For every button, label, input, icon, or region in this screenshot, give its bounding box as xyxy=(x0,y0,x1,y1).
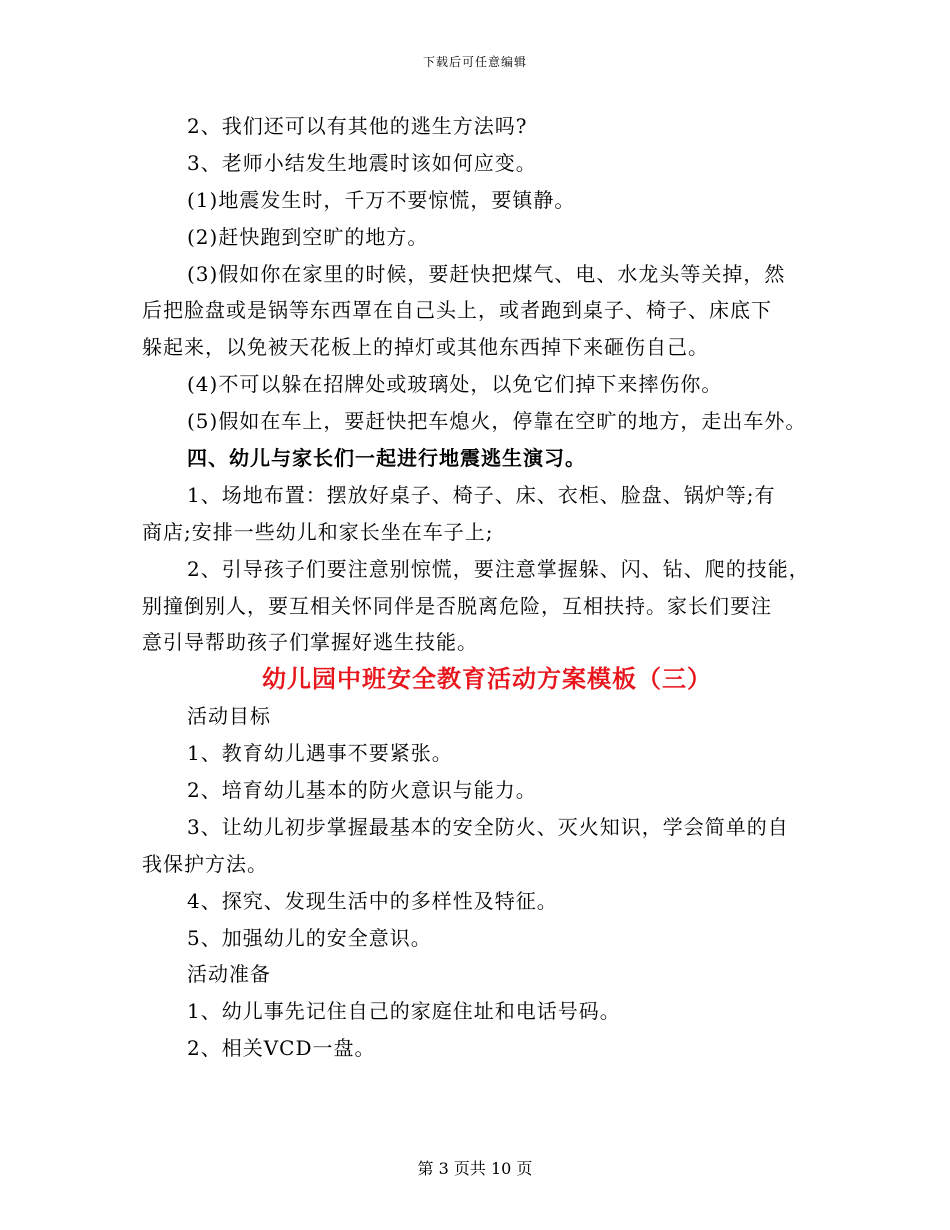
paragraph-line: 商店;安排一些幼儿和家长坐在车子上; xyxy=(142,519,494,544)
paragraph-line: 后把脸盘或是锅等东西罩在自己头上，或者跑到桌子、椅子、床底下 xyxy=(142,298,772,323)
paragraph-line: 2、培育幼儿基本的防火意识与能力。 xyxy=(187,778,537,803)
paragraph-line: 1、幼儿事先记住自己的家庭住址和电话号码。 xyxy=(187,999,621,1024)
paragraph-line: 躲起来，以免被天花板上的掉灯或其他东西掉下来砸伤自己。 xyxy=(142,335,709,360)
paragraph-line: 1、教育幼儿遇事不要紧张。 xyxy=(187,741,453,766)
paragraph-line: (1)地震发生时，千万不要惊慌，要镇静。 xyxy=(187,187,576,212)
paragraph-line: 3、让幼儿初步掌握最基本的安全防火、灭火知识，学会简单的自 xyxy=(187,814,789,839)
paragraph-line: 5、加强幼儿的安全意识。 xyxy=(187,925,432,950)
document-body xyxy=(142,108,832,1067)
subheading: 活动目标 xyxy=(187,704,271,729)
paragraph-line: 2、我们还可以有其他的逃生方法吗? xyxy=(187,114,528,138)
paragraph-line: 意引导帮助孩子们掌握好逃生技能。 xyxy=(142,630,478,655)
paragraph-line: (5)假如在车上，要赶快把车熄火，停靠在空旷的地方，走出车外。 xyxy=(187,409,807,434)
subheading: 活动准备 xyxy=(187,962,271,987)
paragraph-line: (3)假如你在家里的时候，要赶快把煤气、电、水龙头等关掉，然 xyxy=(187,261,786,286)
section-heading: 四、幼儿与家长们一起进行地震逃生演习。 xyxy=(187,446,586,471)
paragraph-line: 别撞倒别人，要互相关怀同伴是否脱离危险，互相扶持。家长们要注 xyxy=(142,593,772,618)
paragraph-line: 2、引导孩子们要注意别惊慌，要注意掌握躲、闪、钻、爬的技能， xyxy=(187,556,810,581)
paragraph-line: (4)不可以躲在招牌处或玻璃处，以免它们掉下来摔伤你。 xyxy=(187,372,723,397)
paragraph-line: 4、探究、发现生活中的多样性及特征。 xyxy=(187,888,558,913)
paragraph-line: 3、老师小结发生地震时该如何应变。 xyxy=(187,150,537,175)
paragraph-line: 我保护方法。 xyxy=(142,851,268,876)
paragraph-line: (2)赶快跑到空旷的地方。 xyxy=(187,224,429,249)
document-title: 幼儿园中班安全教育活动方案模板（三） xyxy=(262,664,712,694)
paragraph-line: 1、场地布置：摆放好桌子、椅子、床、衣柜、脸盘、锅炉等;有 xyxy=(187,482,776,507)
page-footer: 第 3 页共 10 页 xyxy=(417,1159,533,1178)
paragraph-line: 2、相关VCD一盘。 xyxy=(187,1036,376,1061)
page-header: 下载后可任意编辑 xyxy=(422,55,527,69)
